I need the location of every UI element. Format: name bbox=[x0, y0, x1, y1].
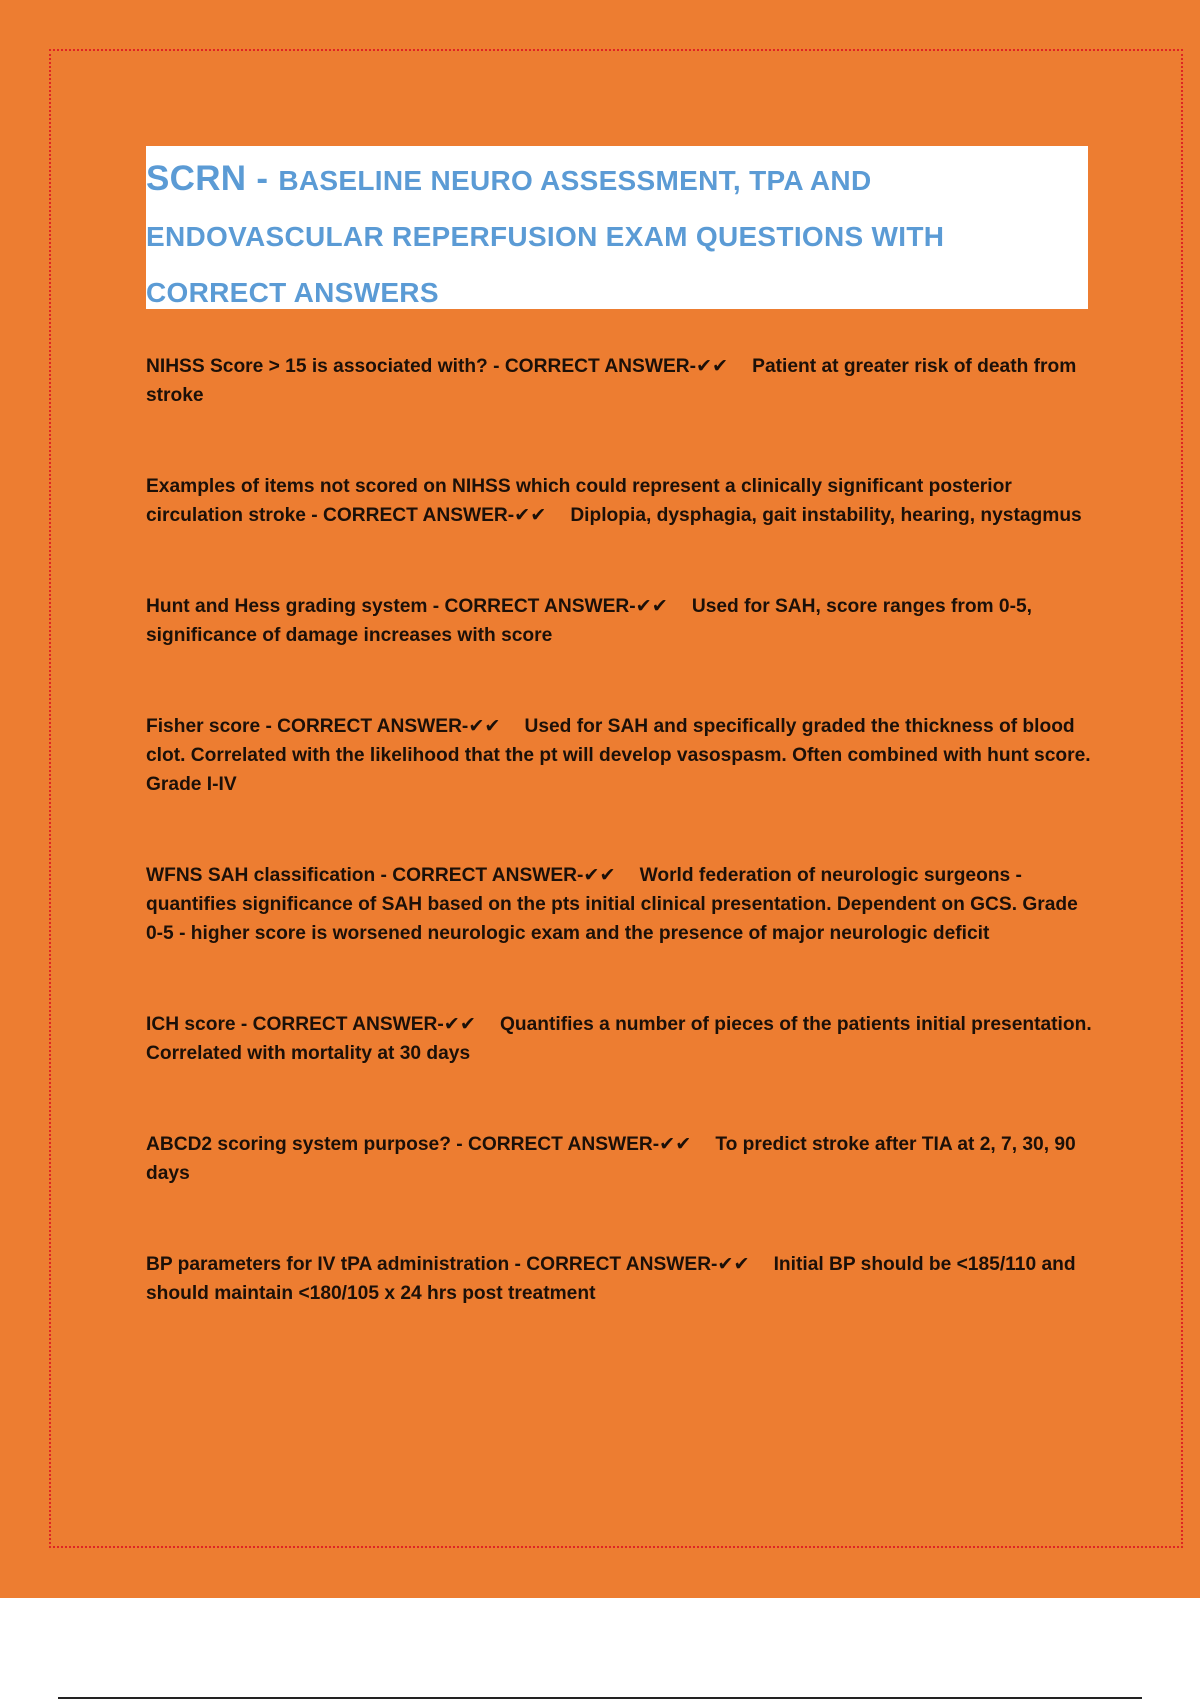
document-title bbox=[146, 152, 1086, 320]
qa-item bbox=[146, 472, 1096, 530]
qa-item bbox=[146, 1010, 1096, 1068]
qa-answer: Used for SAH and specifically graded the thickness of blood clot. Correlated with the likelihood that the pt will develop vasospasm. Often combined with hunt score. Grade I-IV bbox=[146, 716, 1091, 795]
qa-question: Hunt and Hess grading system - CORRECT ANSWER-✔✔ bbox=[146, 596, 668, 617]
qa-question: WFNS SAH classification - CORRECT ANSWER-✔✔ bbox=[146, 865, 616, 886]
qa-question: ABCD2 scoring system purpose? - CORRECT ANSWER-✔✔ bbox=[146, 1134, 692, 1155]
qa-answer: Patient at greater risk of death from stroke bbox=[146, 356, 1077, 406]
qa-item bbox=[146, 592, 1096, 650]
qa-answer: To predict stroke after TIA at 2, 7, 30, 90 days bbox=[146, 1134, 1076, 1184]
qa-item bbox=[146, 352, 1096, 410]
title-rest: BASELINE NEURO ASSESSMENT, TPA AND ENDOVASCULAR REPERFUSION EXAM QUESTIONS WITH CORRECT ANSWERS bbox=[146, 165, 945, 308]
qa-item bbox=[146, 861, 1096, 948]
qa-item bbox=[146, 712, 1096, 799]
footer-divider bbox=[58, 1697, 1142, 1699]
qa-answer: World federation of neurologic surgeons - quantifies significance of SAH based on the pts initial clinical presentation. Dependent on GCS. Grade 0-5 - higher score is worsened neurologic exam and the presence of major neurologic deficit bbox=[146, 865, 1078, 944]
title-lead: SCRN - bbox=[146, 159, 279, 198]
qa-answer: Used for SAH, score ranges from 0-5, significance of damage increases with score bbox=[146, 596, 1032, 646]
qa-answer: Quantifies a number of pieces of the patients initial presentation. Correlated with mortality at 30 days bbox=[146, 1014, 1092, 1064]
qa-question: NIHSS Score > 15 is associated with? - CORRECT ANSWER-✔✔ bbox=[146, 356, 729, 377]
qa-question: Fisher score - CORRECT ANSWER-✔✔ bbox=[146, 716, 501, 737]
qa-question: Examples of items not scored on NIHSS which could represent a clinically significant posterior circulation stroke - CORRECT ANSWER-✔✔ bbox=[146, 476, 1012, 526]
qa-answer: Initial BP should be <185/110 and should maintain <180/105 x 24 hrs post treatment bbox=[146, 1254, 1076, 1304]
qa-list bbox=[146, 352, 1096, 1308]
title-box bbox=[146, 146, 1088, 309]
qa-item bbox=[146, 1130, 1096, 1188]
qa-answer: Diplopia, dysphagia, gait instability, hearing, nystagmus bbox=[570, 505, 1082, 526]
qa-item bbox=[146, 1250, 1096, 1308]
qa-question: BP parameters for IV tPA administration - CORRECT ANSWER-✔✔ bbox=[146, 1254, 750, 1275]
qa-question: ICH score - CORRECT ANSWER-✔✔ bbox=[146, 1014, 476, 1035]
